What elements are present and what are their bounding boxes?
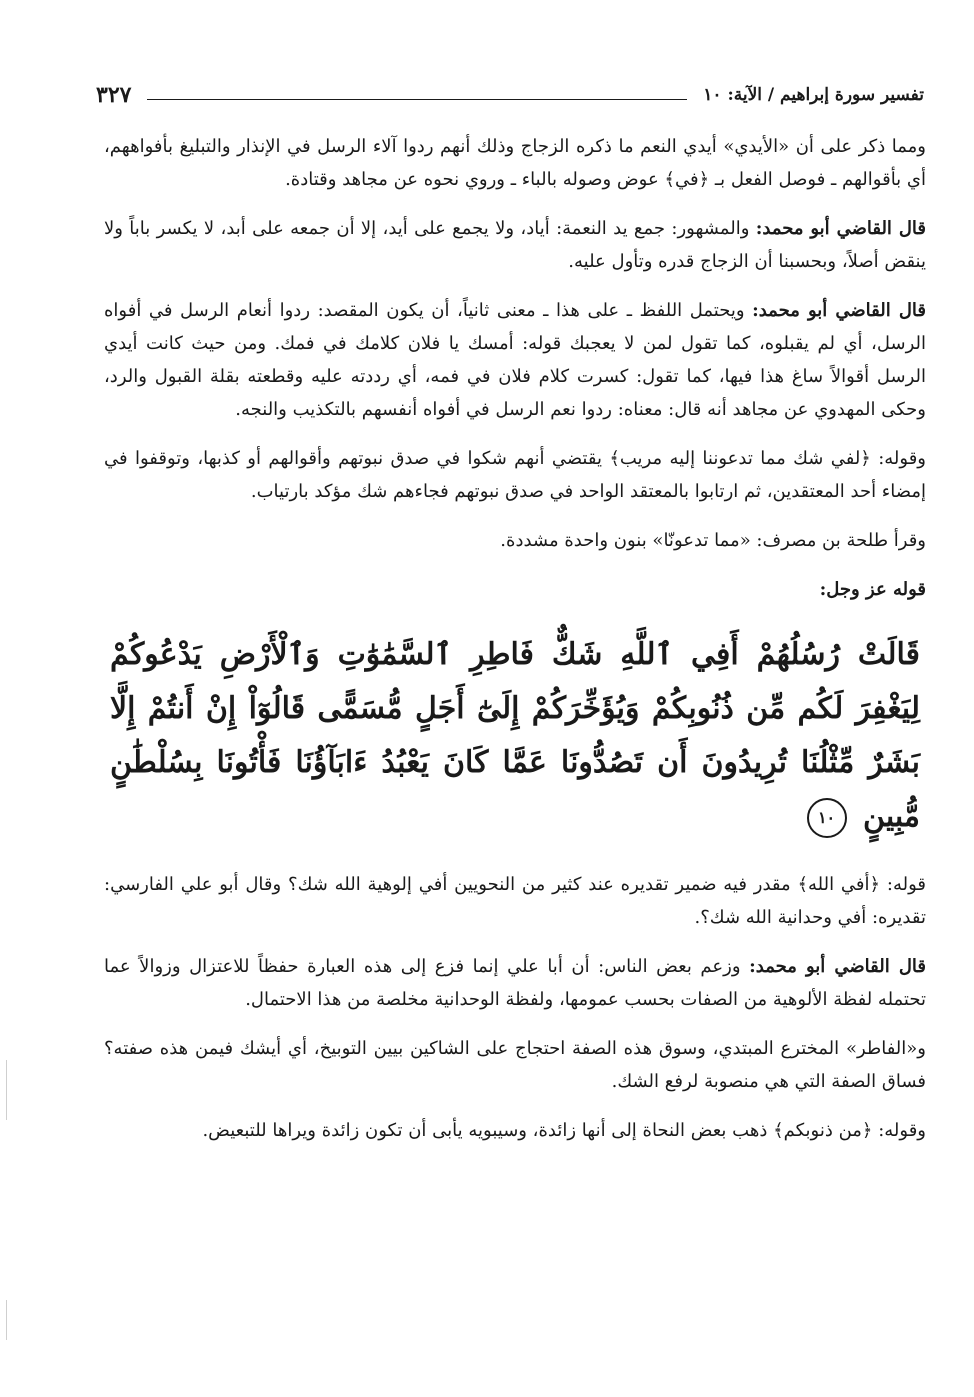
paragraph-text: وقرأ طلحة بن مصرف: «مما تدعونّا» بنون واحدة مشددة. <box>500 530 926 551</box>
paragraph-lead: قال القاضي أبو محمد: <box>752 300 926 321</box>
paragraph-text: و«الفاطر» المخترع المبتدي، وسوق هذه الصفة احتجاج على الشاكين بيين التوبيخ، أي أيشك فيمن هذه صفته؟ فساق الصفة التي هي منصوبة لرفع الشك. <box>104 1038 926 1092</box>
quran-verse <box>104 624 926 848</box>
paragraph-3 <box>104 294 926 426</box>
paragraph-lead: قال القاضي أبو محمد: <box>749 956 926 977</box>
paragraph-9 <box>104 1032 926 1098</box>
paragraph-8 <box>104 950 926 1016</box>
paragraph-text: وزعم بعض الناس: أن أبا علي إنما فزع إلى هذه العبارة حفظاً للاعتزال وزوالاً عما تحتمله لفظة الألوهية من الصفات بحسب عمومها، ولفظة الوحدانية مخلصة من هذا الاحتمال. <box>104 956 926 1010</box>
paragraph-4 <box>104 442 926 508</box>
scan-margin-mark <box>6 1060 7 1120</box>
paragraph-7 <box>104 868 926 934</box>
paragraph-text: قوله عز وجل: <box>819 579 926 600</box>
paragraph-5 <box>104 524 926 557</box>
scan-margin-mark <box>6 1300 7 1340</box>
paragraph-text: ومما ذكر على أن «الأيدي» أيدي النعم ما ذكره الزجاج وذلك أنهم ردوا آلاء الرسل في الإنذار والتبليغ بأفواههم، أي بأقوالهم ـ فوصل الفعل بـ ﴿في﴾ عوض وصوله بالباء ـ وروي نحوه عن مجاهد وقتادة. <box>104 136 926 190</box>
paragraph-1 <box>104 130 926 196</box>
header-rule <box>147 99 687 100</box>
paragraph-text: قوله: ﴿أفي الله﴾ مقدر فيه ضمير تقديره عند كثير من النحويين أفي إلوهية الله شك؟ وقال أبو علي الفارسي: تقديره: أفي وحدانية الله شك؟. <box>104 874 926 928</box>
paragraph-text: ويحتمل اللفظ ـ على هذا ـ معنى ثانياً، أن يكون المقصد: ردوا أنعام الرسل في أفواه الرسل، أي لم يقبلوه، كما تقول لمن لا يعجبك قوله: أمسك يا فلان كلامك في فمك. ومن حيث كانت أيدي الرسل أقوالاً ساغ هذا فيها، كما تقول: كسرت كلام فلان في فمه، أي رددته عليه وقطعته بقلة القبول والرد، وحكى المهدوي عن مجاهد أنه قال: معناه: ردوا نعم الرسل في أفواه أنفسهم بالتكذيب والنجه. <box>104 300 926 420</box>
paragraph-text: وقوله: ﴿من ذنوبكم﴾ ذهب بعض النحاة إلى أنها زائدة، وسيبويه يأبى أن تكون زائدة ويراها للتبعيض. <box>202 1120 926 1141</box>
paragraph-10 <box>104 1114 926 1147</box>
paragraph-text: وقوله: ﴿لفي شك مما تدعوننا إليه مريب﴾ يقتضي أنهم شكوا في صدق نبوتهم وأقوالهم أو كذبها، وتوقفوا في إمضاء أحد المعتقدين، ثم ارتابوا بالمعتقد الواحد في صدق نبوتهم فجاءهم شك مؤكد بارتياب. <box>104 448 926 502</box>
paragraph-2 <box>104 212 926 278</box>
header-title: تفسير سورة إبراهيم / الآية: ١٠ <box>703 85 924 105</box>
page-body <box>104 130 926 1163</box>
paragraph-6 <box>104 573 926 606</box>
ayah-number-badge: ١٠ <box>807 798 847 838</box>
paragraph-text: والمشهور: جمع يد النعمة: أياد، ولا يجمع على أيد، إلا أن جمعه على أبد، لا يكسر باباً ولا ينقض أصلاً، وبحسبنا أن الزجاج قدره وتأول عليه. <box>104 218 926 272</box>
page-number: ٣٢٧ <box>96 82 132 108</box>
verse-text: قَالَتْ رُسُلُهُمْ أَفِي ٱللَّهِ شَكٌّ فَاطِرِ ٱلسَّمَٰوَٰتِ وَٱلْأَرْضِ يَدْعُوكُمْ لِيَغْفِرَ لَكُم مِّن ذُنُوبِكُمْ وَيُؤَخِّرَكُمْ إِلَىٰٓ أَجَلٍ مُّسَمًّى قَالُوٓاْ إِنْ أَنتُمْ إِلَّا بَشَرٌ مِّثْلُنَا تُرِيدُونَ أَن تَصُدُّونَا عَمَّا كَانَ يَعْبُدُ ءَابَآؤُنَا فَأْتُونَا بِسُلْطَٰنٍ مُّبِينٍ <box>110 637 920 834</box>
paragraph-lead: قال القاضي أبو محمد: <box>755 218 926 239</box>
running-header <box>96 80 924 110</box>
